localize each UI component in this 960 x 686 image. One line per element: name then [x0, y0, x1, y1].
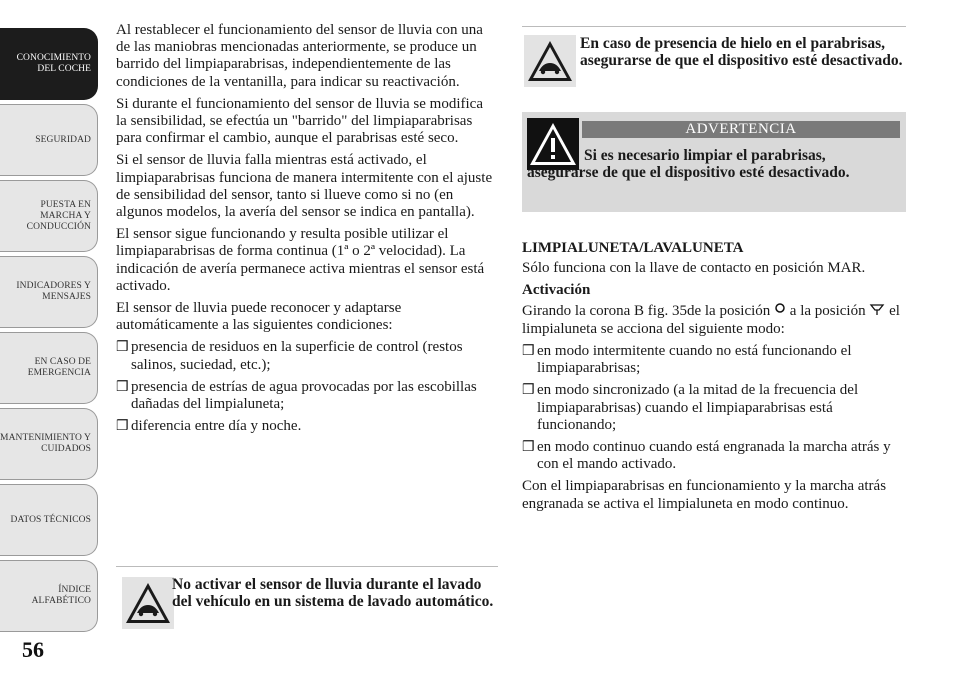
warning-box: [522, 112, 906, 212]
bullet-mark: ❒: [116, 419, 129, 435]
right-column: [522, 240, 906, 518]
list-item: ❒ en modo intermitente cuando no está funcionando el limpiaparabrisas;: [522, 343, 852, 377]
paragraph: Con el limpiaparabrisas en funcionamiento y la marcha atrás engranada se activa el limpialuneta en modo continuo.: [522, 478, 887, 512]
section-heading: LIMPIALUNETA/LAVALUNETA: [522, 240, 744, 256]
paragraph: El sensor de lluvia puede reconocer y adaptarse automáticamente a las siguientes condiciones:: [116, 300, 402, 334]
bullet-mark: ❒: [116, 340, 129, 356]
page-number: 56: [22, 637, 44, 662]
rear-wiper-icon: [869, 302, 885, 321]
tab-datos-tecnicos[interactable]: DATOS TÉCNICOS: [0, 484, 98, 556]
caution-note-car-wash: No activar el sensor de lluvia durante el lavado del vehículo en un sistema de lavado automático.: [116, 566, 498, 636]
tab-en-caso-de-emergencia[interactable]: EN CASO DE EMERGENCIA: [0, 332, 98, 404]
bullet-mark: ❒: [522, 440, 535, 456]
left-column: [116, 22, 496, 440]
list-item: ❒ en modo continuo cuando está engranada la marcha atrás y con el mando activado.: [522, 439, 891, 473]
caution-note-ice: En caso de presencia de hielo en el parabrisas, asegurarse de que el dispositivo esté desactivado.: [522, 26, 906, 96]
list-item: ❒ diferencia entre día y noche.: [116, 418, 302, 435]
tab-indicadores-y-mensajes[interactable]: INDICADORES Y MENSAJES: [0, 256, 98, 328]
paragraph: Girando la corona B fig. 35de la posición a la posición el limpialuneta se acciona del siguiente modo:: [522, 302, 900, 337]
tab-conocimiento-del-coche[interactable]: CONOCIMIENTO DEL COCHE: [0, 28, 98, 100]
bullet-mark: ❒: [522, 344, 535, 360]
list-item: ❒ en modo sincronizado (a la mitad de la frecuencia del limpiaparabrisas) cuando el limpiaparabrisas está funcionando;: [522, 382, 859, 433]
paragraph: Al restablecer el funcionamiento del sensor de lluvia con una de las maniobras mencionadas anteriormente, se produce un barrido del limpiaparabrisas, independientemente de las condiciones de la ventanilla, para indicar su reactivación.: [116, 22, 483, 90]
warning-title: ADVERTENCIA: [582, 121, 900, 138]
subheading: Activación: [522, 282, 591, 299]
position-o-icon: [774, 302, 786, 321]
bullet-mark: ❒: [522, 383, 535, 399]
caution-triangle-icon: [122, 577, 174, 629]
bullet-mark: ❒: [116, 379, 129, 395]
tab-indice-alfabetico[interactable]: ÍNDICE ALFABÉTICO: [0, 560, 98, 632]
list-item: ❒ presencia de residuos en la superficie de control (restos salinos, suciedad, etc.);: [116, 339, 463, 373]
paragraph: Sólo funciona con la llave de contacto en posición MAR.: [522, 260, 866, 277]
list-item: ❒ presencia de estrías de agua provocadas por las escobillas dañadas del limpialuneta;: [116, 378, 477, 413]
paragraph: Si durante el funcionamiento del sensor de lluvia se modifica la sensibilidad, se efectúa un "barrido" del limpiaparabrisas para confirmar el cambio, aunque el parabrisas esté seco.: [116, 95, 483, 147]
tab-seguridad[interactable]: SEGURIDAD: [0, 104, 98, 176]
warning-text: Si es necesario limpiar el parabrisas, asegurarse de que el dispositivo esté desactivado.: [527, 147, 850, 181]
caution-triangle-icon: [524, 35, 576, 87]
paragraph: Si el sensor de lluvia falla mientras está activado, el limpiaparabrisas funciona de manera intermitente con el ajuste de sensibilidad del sensor, tanto si llueve como si no (en algunos modelos, la avería del sensor se indica en pantalla).: [116, 152, 493, 221]
tab-puesta-en-marcha[interactable]: PUESTA EN MARCHA Y CONDUCCIÓN: [0, 180, 98, 252]
paragraph: El sensor sigue funcionando y resulta posible utilizar el limpiaparabrisas de forma continua (1ª o 2ª velocidad). La indicación de avería permanece activa mientras el sensor está activado.: [116, 226, 485, 294]
tab-mantenimiento-y-cuidados[interactable]: MANTENIMIENTO Y CUIDADOS: [0, 408, 98, 480]
